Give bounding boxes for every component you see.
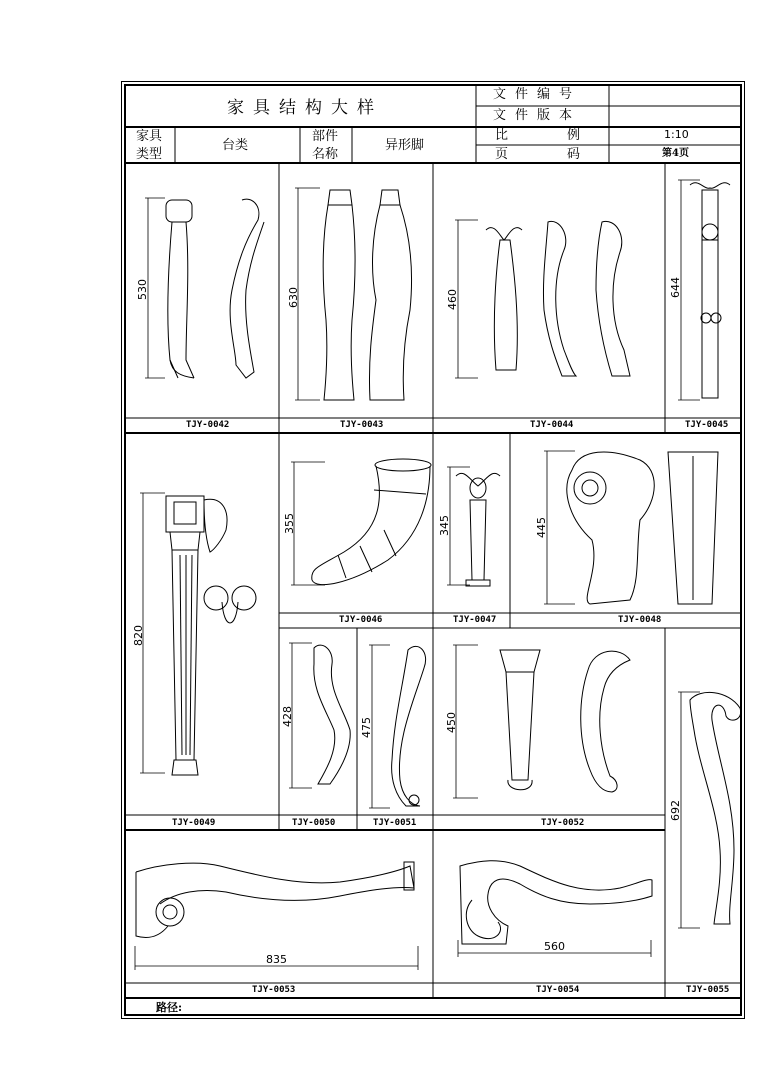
leg-0047-drawing (456, 473, 500, 586)
dimension-label: 560 (544, 940, 565, 953)
leg-0055-drawing (690, 692, 741, 924)
part-code: TJY-0042 (186, 420, 230, 430)
part-name-label-line1: 部件 (312, 129, 339, 144)
doc-version-label: 文件版本 (493, 108, 582, 123)
part-code: TJY-0051 (373, 818, 417, 828)
part-name-value: 异形脚 (385, 138, 425, 153)
dimension-label: 644 (669, 277, 682, 298)
dimension-label: 450 (445, 712, 458, 733)
leg-0049-drawing (166, 496, 256, 775)
page-title: 家具结构大样 (227, 98, 383, 118)
furniture-type-value: 台类 (222, 138, 249, 153)
leg-0054-drawing (460, 861, 652, 944)
scale-label-part1: 比 (495, 128, 509, 143)
furniture-type-label-line2: 类型 (136, 147, 163, 162)
dimension-label: 428 (281, 706, 294, 727)
part-code: TJY-0055 (686, 985, 730, 995)
part-code: TJY-0049 (172, 818, 216, 828)
part-code: TJY-0048 (618, 615, 662, 625)
dimension-label: 835 (266, 953, 287, 966)
part-code: TJY-0044 (530, 420, 574, 430)
leg-0042-drawing (166, 199, 264, 378)
doc-number-label: 文件编号 (493, 87, 582, 102)
part-code: TJY-0046 (339, 615, 383, 625)
leg-0045-drawing (690, 183, 730, 398)
dimension-label: 692 (669, 800, 682, 821)
dimension-label: 355 (283, 513, 296, 534)
dimension-label: 445 (535, 517, 548, 538)
leg-0051-drawing (392, 646, 426, 806)
furniture-type-label-line1: 家具 (136, 129, 163, 144)
part-name-label-line2: 名称 (312, 147, 339, 162)
page-label-part2: 码 (567, 147, 581, 162)
dimension-label: 630 (287, 287, 300, 308)
leg-0043-drawing (323, 190, 411, 400)
leg-0046-drawing (312, 459, 431, 585)
dimension-label: 345 (438, 515, 451, 536)
leg-0048-drawing (567, 452, 718, 604)
leg-0050-drawing (314, 645, 350, 784)
leg-0052-drawing (500, 650, 630, 792)
part-code: TJY-0050 (292, 818, 336, 828)
part-code: TJY-0045 (685, 420, 729, 430)
dimension-label: 530 (136, 279, 149, 300)
leg-0044-drawing (486, 221, 630, 376)
dimension-label: 460 (446, 289, 459, 310)
page-number-value: 第4页 (662, 148, 689, 159)
part-code: TJY-0052 (541, 818, 585, 828)
part-code: TJY-0054 (536, 985, 580, 995)
page-label-part1: 页 (495, 147, 509, 162)
part-code: TJY-0053 (252, 985, 296, 995)
path-label: 路径: (156, 1001, 183, 1014)
part-code: TJY-0047 (453, 615, 497, 625)
dimension-label: 475 (360, 717, 373, 738)
part-code: TJY-0043 (340, 420, 384, 430)
scale-label-part2: 例 (567, 128, 581, 143)
leg-0053-drawing (136, 862, 414, 938)
dimension-label: 820 (132, 625, 145, 646)
scale-value: 1:10 (664, 128, 689, 141)
